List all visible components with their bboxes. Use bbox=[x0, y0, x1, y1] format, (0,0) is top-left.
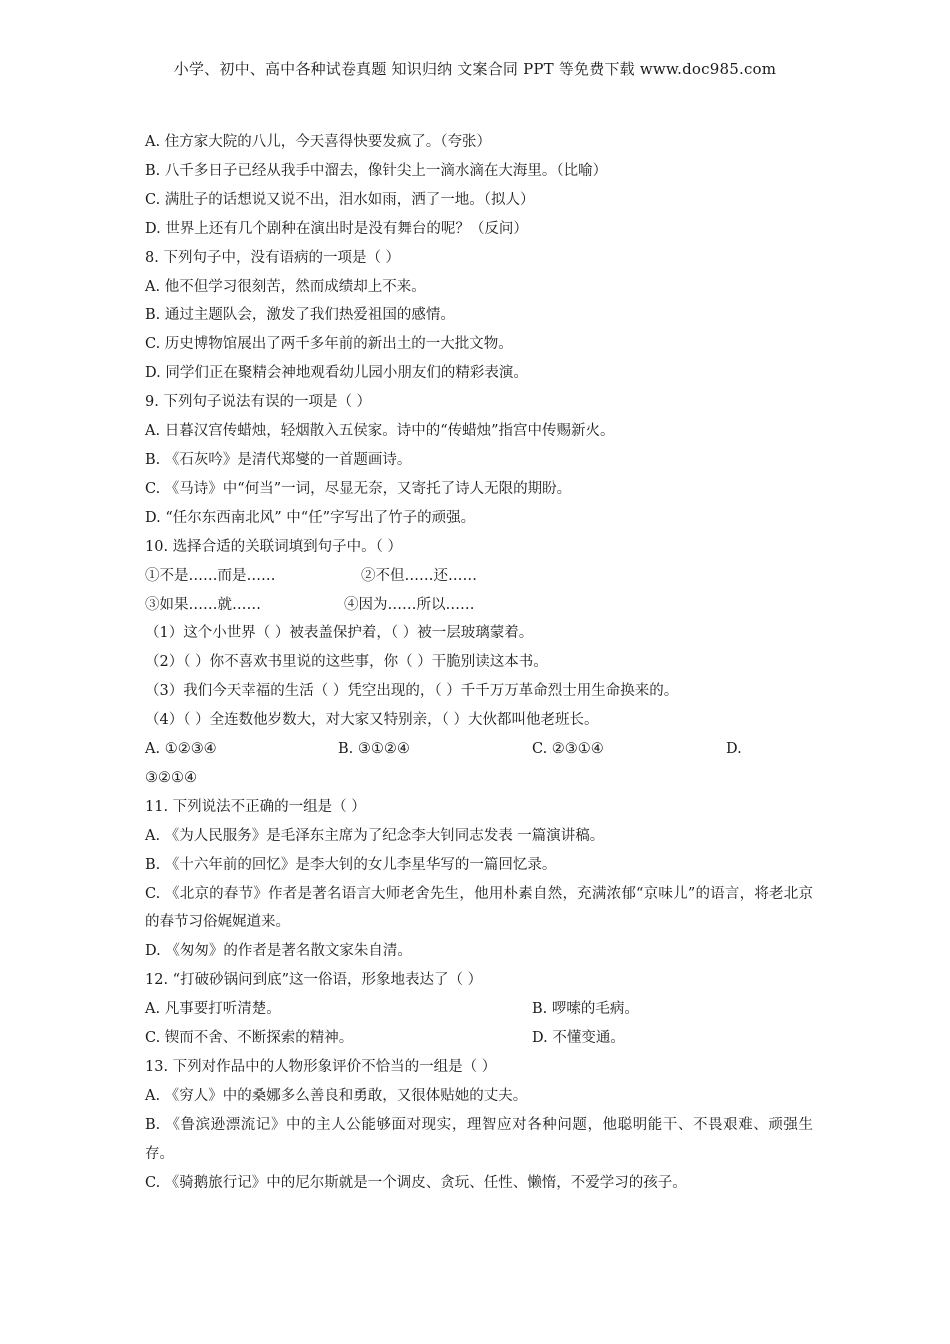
q10-conjunction-2: ②不但……还…… bbox=[361, 567, 477, 584]
q12-options-row-2 bbox=[145, 1024, 813, 1053]
q8-option-a: A. 他不但学习很刻苦，然而成绩却上不来。 bbox=[145, 278, 426, 295]
q10-option-c: C. ②③①④ bbox=[532, 741, 604, 758]
q12-option-b: B. 啰嗦的毛病。 bbox=[532, 1001, 639, 1018]
q11-option-d: D. 《匆匆》的作者是著名散文家朱自清。 bbox=[145, 943, 412, 960]
q10-conjunction-4: ④因为……所以…… bbox=[344, 596, 475, 613]
q10-option-d-value: ③②①④ bbox=[145, 769, 197, 786]
q12-option-c: C. 锲而不舍、不断探索的精神。 bbox=[145, 1030, 354, 1047]
q7-option-b: B. 八千多日子已经从我手中溜去，像针尖上一滴水滴在大海里。（比喻） bbox=[145, 162, 608, 179]
q8-option-c: C. 历史博物馆展出了两千多年前的新出土的一大批文物。 bbox=[145, 336, 513, 353]
q10-sentence-4: （4）（ ）全连数他岁数大，对大家又特别亲，（ ）大伙都叫他老班长。 bbox=[145, 712, 599, 729]
q7-option-a: A. 住方家大院的八儿，今天喜得快要发疯了。（夸张） bbox=[145, 134, 491, 150]
q11-option-b: B. 《十六年前的回忆》是李大钊的女儿李星华写的一篇回忆录。 bbox=[145, 856, 557, 873]
q11-option-c: C. 《北京的春节》作者是著名语言大师老舍先生，他用朴素自然，充满浓郁“京味儿”的语言，将老北京的春节习俗娓娓道来。 bbox=[145, 885, 813, 931]
q11-option-a: A. 《为人民服务》是毛泽东主席为了纪念李大钊同志发表 一篇演讲稿。 bbox=[145, 827, 605, 844]
q12-option-d: D. 不懂变通。 bbox=[532, 1030, 625, 1047]
q10-stem: 10. 选择合适的关联词填到句子中。（ ） bbox=[145, 538, 403, 555]
q10-conjunction-row-2 bbox=[145, 591, 813, 620]
q10-conjunction-3: ③如果……就…… bbox=[145, 596, 261, 613]
q10-answer-row bbox=[145, 735, 813, 764]
q13-option-a: A. 《穷人》中的桑娜多么善良和勇敢，又很体贴她的丈夫。 bbox=[145, 1087, 528, 1104]
q9-option-c: C. 《马诗》中“何当”一词，尽显无奈，又寄托了诗人无限的期盼。 bbox=[145, 480, 572, 497]
q10-sentence-1: （1）这个小世界（ ）被表盖保护着，（ ）被一层玻璃蒙着。 bbox=[145, 625, 534, 642]
q13-option-b: B. 《鲁滨逊漂流记》中的主人公能够面对现实，理智应对各种问题，他聪明能干、不畏艰难、顽强生存。 bbox=[145, 1116, 813, 1162]
q10-conjunction-row-1 bbox=[145, 562, 813, 591]
exam-content bbox=[145, 128, 813, 1198]
q8-stem: 8. 下列句子中，没有语病的一项是（ ） bbox=[145, 249, 401, 266]
q9-option-d: D. “任尔东西南北风” 中“任”字写出了竹子的顽强。 bbox=[145, 509, 476, 526]
q9-option-a: A. 日暮汉宫传蜡烛，轻烟散入五侯家。诗中的“传蜡烛”指宫中传赐新火。 bbox=[145, 423, 615, 440]
q9-option-b: B. 《石灰吟》是清代郑燮的一首题画诗。 bbox=[145, 451, 412, 468]
q7-option-c: C. 满肚子的话想说又说不出，泪水如雨，洒了一地。（拟人） bbox=[145, 191, 535, 208]
q13-option-c: C. 《骑鹅旅行记》中的尼尔斯就是一个调皮、贪玩、任性、懒惰，不爱学习的孩子。 bbox=[145, 1174, 687, 1191]
q8-option-d: D. 同学们正在聚精会神地观看幼儿园小朋友们的精彩表演。 bbox=[145, 365, 528, 382]
q13-stem: 13. 下列对作品中的人物形象评价不恰当的一组是（ ） bbox=[145, 1059, 497, 1075]
q12-option-a: A. 凡事要打听清楚。 bbox=[145, 1001, 281, 1018]
q7-option-d: D. 世界上还有几个剧种在演出时是没有舞台的呢？（反问） bbox=[145, 220, 528, 237]
q11-stem: 11. 下列说法不正确的一组是（ ） bbox=[145, 798, 366, 815]
q10-option-d-label: D. bbox=[726, 741, 742, 758]
q12-options-row-1 bbox=[145, 995, 813, 1024]
q10-sentence-3: （3）我们今天幸福的生活（ ）凭空出现的，（ ）千千万万革命烈士用生命换来的。 bbox=[145, 683, 679, 700]
q10-option-b: B. ③①②④ bbox=[338, 741, 410, 758]
q10-conjunction-1: ①不是……而是…… bbox=[145, 567, 276, 584]
page-header: 小学、初中、高中各种试卷真题 知识归纳 文案合同 PPT 等免费下载 www.doc985.com bbox=[173, 60, 777, 78]
q12-stem: 12. “打破砂锅问到底”这一俗语，形象地表达了（ ） bbox=[145, 972, 483, 989]
q10-sentence-2: （2）（ ）你不喜欢书里说的这些事，你（ ）干脆别读这本书。 bbox=[145, 654, 548, 671]
q8-option-b: B. 通过主题队会，激发了我们热爱祖国的感情。 bbox=[145, 307, 455, 324]
q9-stem: 9. 下列句子说法有误的一项是（ ） bbox=[145, 394, 372, 411]
q10-option-a: A. ①②③④ bbox=[145, 741, 217, 758]
